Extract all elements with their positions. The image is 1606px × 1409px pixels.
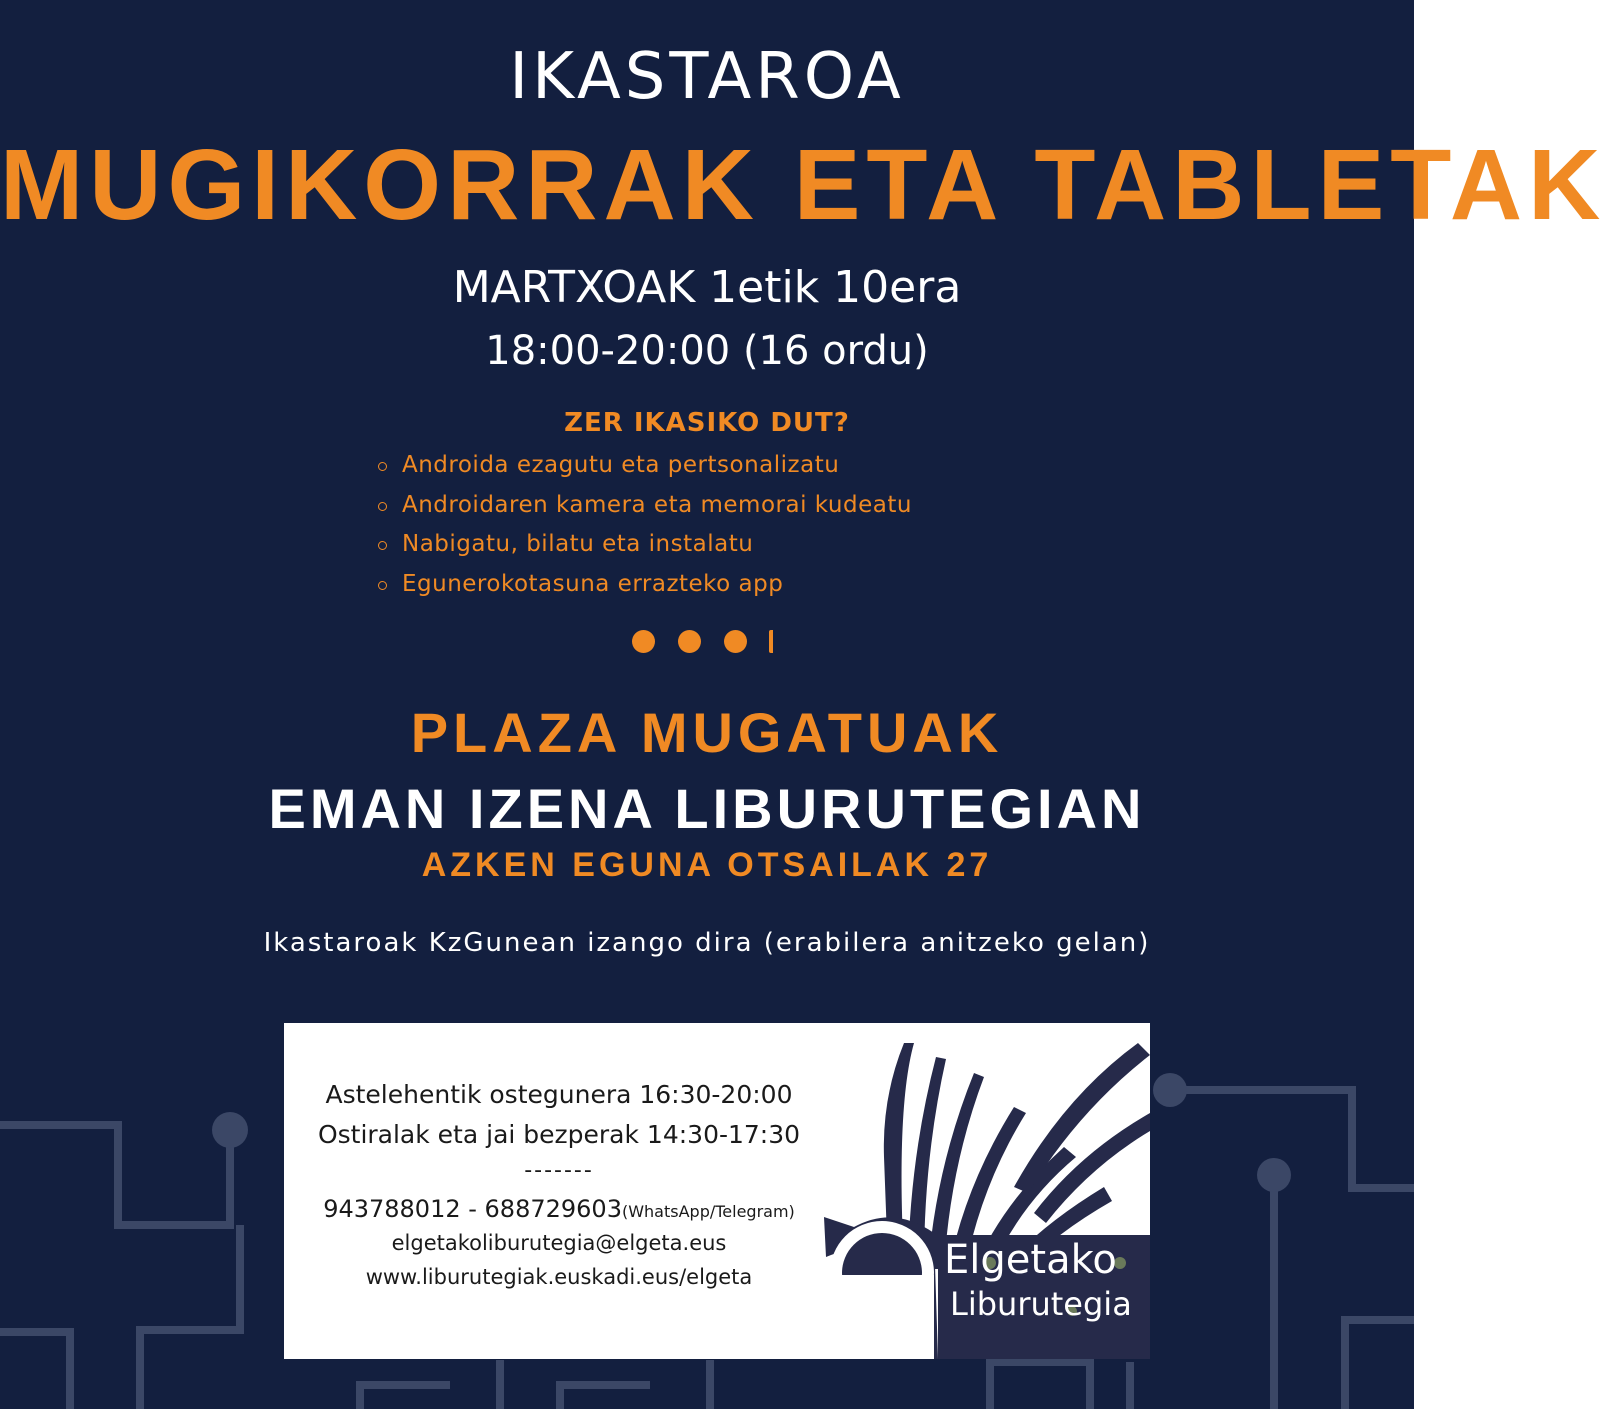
dot-icon (678, 630, 701, 653)
course-eyebrow: IKASTAROA (509, 40, 905, 114)
phone-numbers (284, 1195, 834, 1223)
location-note: Ikastaroak KzGunean izango dira (erabilera anitzeko gelan) (263, 928, 1151, 958)
list-item (378, 571, 912, 611)
list-item (378, 452, 912, 492)
email-address: elgetakoliburutegia@elgeta.eus (391, 1231, 727, 1255)
bullet-icon (378, 502, 387, 511)
opening-hours-weekdays: Astelehentik ostegunera 16:30-20:00 (325, 1080, 793, 1109)
limited-places: PLAZA MUGATUAK (410, 701, 1004, 764)
separator: ------- (524, 1158, 594, 1183)
bullet-icon (378, 541, 387, 550)
website-url: www.liburutegiak.euskadi.eus/elgeta (365, 1265, 753, 1289)
library-info-card (284, 1023, 1150, 1359)
phone-note: (WhatsApp/Telegram) (621, 1202, 795, 1221)
learn-list (378, 452, 912, 610)
list-item-text: Egunerokotasuna errazteko app (402, 570, 784, 597)
list-item-text: Androida ezagutu eta pertsonalizatu (402, 452, 840, 478)
phone-text: 943788012 - 688729603 (323, 1195, 622, 1223)
course-dates: MARTXOAK 1etik 10era (452, 262, 962, 313)
list-item (378, 531, 912, 571)
list-item (378, 492, 912, 532)
opening-hours-fridays: Ostiralak eta jai bezperak 14:30-17:30 (317, 1120, 801, 1149)
course-title: MUGIKORRAK ETA TABLETAK (0, 129, 1606, 241)
dot-icon (632, 630, 655, 653)
deadline-note: AZKEN EGUNA OTSAILAK 27 (421, 846, 993, 884)
bullet-icon (378, 462, 387, 471)
logo-text-line1: Elgetako (944, 1237, 1117, 1283)
logo-text-line2: Liburutegia (950, 1285, 1132, 1323)
list-item-text: Nabigatu, bilatu eta instalatu (402, 531, 754, 557)
signup-note: EMAN IZENA LIBURUTEGIAN (268, 777, 1146, 840)
dot-icon (769, 630, 773, 653)
dot-icon (724, 630, 747, 653)
learn-heading: ZER IKASIKO DUT? (564, 408, 850, 438)
list-item-text: Androidaren kamera eta memorai kudeatu (402, 491, 912, 518)
course-hours: 18:00-20:00 (16 ordu) (485, 328, 929, 374)
bullet-icon (378, 581, 387, 590)
